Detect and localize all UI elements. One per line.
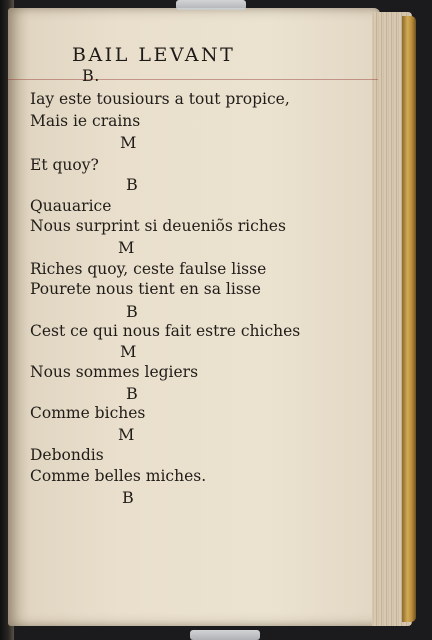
verse-line: Nous surprint si deueniõs riches: [30, 217, 286, 235]
speaker-label: B: [126, 384, 139, 403]
verse-line: Riches quoy, ceste faulse lisse: [30, 260, 267, 278]
speaker-label: M: [118, 425, 135, 444]
verse-line: Debondis: [30, 446, 104, 464]
speaker-label: B: [122, 488, 135, 507]
speaker-label: M: [120, 342, 137, 361]
holding-clip: [190, 630, 260, 640]
verse-line: Comme belles miches.: [30, 467, 207, 485]
holding-clip: [176, 0, 246, 10]
verse-line: Cest ce qui nous fait estre chiches: [30, 322, 301, 340]
verse-line: Pourete nous tient en sa lisse: [30, 280, 261, 298]
speaker-label: M: [118, 238, 135, 257]
speaker-label: M: [120, 133, 137, 152]
speaker-label: B.: [82, 66, 100, 85]
speaker-label: B: [126, 175, 139, 194]
verse-line: Iay este tousiours a tout propice,: [30, 90, 290, 108]
verse-line: Quauarice: [30, 197, 112, 215]
verse-line: Comme biches: [30, 404, 146, 422]
speaker-label: B: [126, 302, 139, 321]
verse-line: Et quoy?: [30, 156, 99, 174]
verse-line: Mais ie crains: [30, 112, 141, 130]
running-head: BAIL LEVANT: [72, 44, 236, 66]
verse-line: Nous sommes legiers: [30, 363, 199, 381]
gilt-edge: [402, 16, 416, 622]
header-rule: [8, 79, 378, 80]
